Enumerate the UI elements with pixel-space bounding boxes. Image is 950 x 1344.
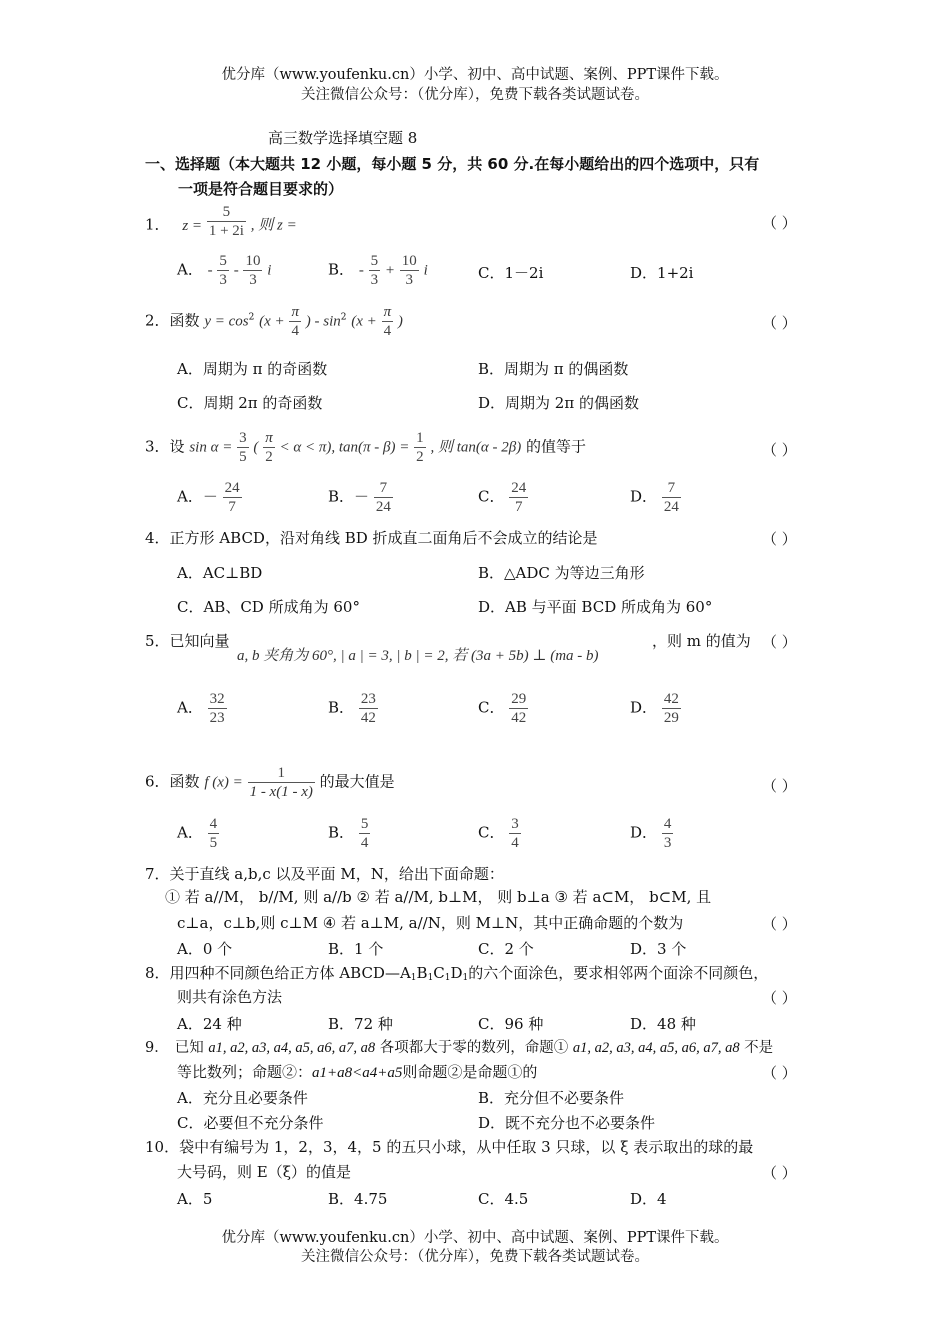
q3-opt-b-n: 7 bbox=[374, 479, 393, 498]
q4-option-c[interactable]: C．AB、CD 所成角为 60° bbox=[177, 598, 360, 616]
q9-condition: a1+a8<a4+a5 bbox=[312, 1065, 403, 1081]
q5-opt-d-n: 42 bbox=[663, 691, 679, 707]
q1-opt-a-n1: 5 bbox=[219, 253, 227, 269]
q5-number: 5． bbox=[145, 632, 170, 650]
q5-opt-c-n: 29 bbox=[511, 691, 527, 707]
q5-opt-b-d: 42 bbox=[360, 710, 376, 726]
q1-opt-b-d2: 3 bbox=[405, 272, 414, 288]
q3-frac2 bbox=[263, 429, 275, 466]
q3-text1: 设 bbox=[169, 437, 185, 456]
q1-opt-b-n1: 5 bbox=[370, 253, 379, 269]
q3-opt-d-label: D． bbox=[630, 487, 658, 506]
section-heading-line-1: 一、选择题（本大题共 12 小题，每小题 5 分，共 60 分.在每小题给出的四个选项中，只有 bbox=[145, 155, 760, 173]
q6-number: 6． bbox=[145, 772, 170, 791]
q6-option-b[interactable] bbox=[328, 815, 370, 852]
q5-opt-b-n: 23 bbox=[360, 691, 376, 707]
q6-frac-num: 1 bbox=[248, 764, 315, 783]
q7-answer-paren[interactable]: （ ） bbox=[762, 915, 797, 933]
q9-answer-paren[interactable]: （ ） bbox=[762, 1064, 797, 1082]
q6-opt-c-d: 4 bbox=[511, 835, 519, 851]
q3-option-a[interactable] bbox=[177, 479, 242, 516]
q2-number: 2． bbox=[145, 311, 170, 330]
q6-option-a[interactable] bbox=[177, 815, 219, 852]
q5-option-b[interactable] bbox=[328, 690, 378, 727]
q3-frac1 bbox=[237, 429, 249, 466]
page-title: 高三数学选择填空题 8 bbox=[268, 129, 418, 147]
q8-text-b: 的六个面涂色，要求相邻两个面涂不同颜色， bbox=[468, 964, 769, 982]
question-5 bbox=[145, 631, 230, 651]
q2-expr-c: ) - sin bbox=[305, 313, 341, 330]
q4-option-d[interactable]: D．AB 与平面 BCD 所成角为 60° bbox=[478, 598, 713, 616]
q1-frac-num: 5 bbox=[207, 203, 246, 222]
q3-opt-a-n: 24 bbox=[224, 480, 240, 496]
footer-line-1: 优分库（www.youfenku.cn）小学、初中、高中试题、案例、PPT课件下载。 bbox=[221, 1230, 729, 1246]
q1-opt-a-i: i bbox=[267, 262, 272, 279]
q5-opt-c-frac bbox=[509, 690, 528, 727]
q1-opt-b-n2: 10 bbox=[401, 253, 417, 269]
q2-pi-2: π bbox=[383, 304, 392, 320]
q2-answer-paren[interactable]: （ ） bbox=[762, 314, 797, 332]
question-3 bbox=[145, 429, 586, 466]
q9-option-c[interactable]: C．必要但不充分条件 bbox=[177, 1114, 324, 1132]
q3-option-c[interactable] bbox=[478, 479, 528, 516]
q3-opt-d-n: 7 bbox=[662, 479, 681, 498]
q3-frac3 bbox=[414, 429, 426, 466]
q1-option-a[interactable] bbox=[177, 252, 271, 289]
q6-opt-c-n: 3 bbox=[511, 816, 519, 832]
q6-opt-a-frac bbox=[208, 815, 220, 852]
q3-opt-c-n: 24 bbox=[511, 480, 527, 496]
q3-opt-a-d: 7 bbox=[228, 499, 236, 515]
q6-option-c[interactable] bbox=[478, 815, 521, 852]
q6-opt-d-d: 3 bbox=[663, 835, 672, 851]
q7-option-a[interactable]: A．0 个 bbox=[177, 940, 233, 958]
q3-opt-c-label: C． bbox=[478, 487, 505, 506]
q3-f3n: 1 bbox=[416, 430, 424, 446]
q1-opt-a-frac1 bbox=[217, 252, 229, 289]
q6-opt-a-n: 4 bbox=[209, 816, 218, 832]
q2-square-2: 2 bbox=[340, 312, 347, 323]
q8-option-b[interactable]: B．72 种 bbox=[328, 1015, 393, 1033]
q6-opt-d-label: D． bbox=[630, 823, 658, 842]
q9-text-e: 则命题②是命题①的 bbox=[402, 1063, 538, 1081]
q3-expr4: , 则 tan(α - 2β) bbox=[430, 439, 522, 456]
q1-tail: , 则 z = bbox=[250, 217, 297, 234]
q6-opt-a-d: 5 bbox=[209, 835, 218, 851]
q5-opt-c-d: 42 bbox=[511, 710, 527, 726]
q5-opt-b-label: B． bbox=[328, 698, 355, 717]
q9-sequence-1: a1, a2, a3, a4, a5, a6, a7, a8 bbox=[208, 1040, 376, 1056]
q7-line-1: 7．关于直线 a,b,c 以及平面 M，N，给出下面命题： bbox=[145, 865, 504, 883]
q9-option-b[interactable]: B．充分但不必要条件 bbox=[478, 1089, 625, 1107]
q5-option-c[interactable] bbox=[478, 690, 528, 727]
q2-expr-e: ) bbox=[397, 313, 403, 330]
q1-opt-b-i: i bbox=[423, 262, 428, 279]
q3-f1d: 5 bbox=[239, 449, 247, 465]
q9-sequence-2: a1, a2, a3, a4, a5, a6, a7, a8 bbox=[572, 1040, 740, 1056]
q8-sub-2: 1 bbox=[427, 973, 434, 983]
q3-opt-d-d: 24 bbox=[663, 499, 679, 515]
q5-answer-paren[interactable]: （ ） bbox=[762, 633, 797, 651]
q5-opt-a-label: A． bbox=[177, 698, 203, 717]
q2-pi-1: π bbox=[291, 304, 299, 320]
q10-option-b[interactable]: B．4.75 bbox=[328, 1190, 388, 1208]
q2-option-a[interactable]: A．周期为 π 的奇函数 bbox=[177, 360, 328, 378]
q3-expr2: ( bbox=[253, 439, 259, 456]
q7-option-d[interactable]: D．3 个 bbox=[630, 940, 687, 958]
q3-opt-c-d: 7 bbox=[515, 499, 523, 515]
q1-opt-b-d1: 3 bbox=[370, 272, 379, 288]
q6-answer-paren[interactable]: （ ） bbox=[762, 777, 797, 795]
question-2 bbox=[145, 303, 403, 340]
q9-line-2 bbox=[177, 1062, 537, 1083]
q6-opt-b-label: B． bbox=[328, 823, 355, 842]
q8-answer-paren[interactable]: （ ） bbox=[762, 989, 797, 1007]
q1-opt-a-frac2 bbox=[243, 252, 262, 289]
q7-option-b[interactable]: B．1 个 bbox=[328, 940, 384, 958]
q2-expr-a: y = cos bbox=[204, 313, 249, 330]
q6-opt-c-label: C． bbox=[478, 823, 505, 842]
q9-number: 9． bbox=[145, 1040, 169, 1056]
q3-opt-c-frac bbox=[509, 479, 528, 516]
q2-frac-1 bbox=[289, 303, 301, 340]
header-line-2: 关注微信公众号：（优分库），免费下载各类试题试卷。 bbox=[301, 87, 649, 103]
q1-frac-den: 1 + 2i bbox=[208, 223, 244, 239]
q5-opt-a-n: 32 bbox=[209, 691, 225, 707]
q5-opt-d-d: 29 bbox=[663, 710, 679, 726]
q6-opt-b-n: 5 bbox=[360, 816, 369, 832]
q8-line-2: 则共有涂色方法 bbox=[177, 988, 283, 1006]
q7-line-2: ① 若 a//M， b//M, 则 a//b ② 若 a//M, b⊥M， 则 b⊥a ③ 若 a⊂M， b⊂M, 且 bbox=[165, 888, 712, 906]
q2-frac-2 bbox=[382, 303, 394, 340]
q5-opt-a-frac bbox=[208, 690, 227, 727]
q3-text2: 的值等于 bbox=[525, 437, 586, 456]
q2-four-2: 4 bbox=[383, 323, 392, 339]
q7-option-c[interactable]: C．2 个 bbox=[478, 940, 534, 958]
question-4 bbox=[145, 528, 598, 548]
q3-expr3: < α < π), tan(π - β) = bbox=[279, 439, 410, 456]
q6-opt-d-frac bbox=[662, 815, 674, 852]
q8-option-c[interactable]: C．96 种 bbox=[478, 1015, 544, 1033]
q3-expr1: sin α = bbox=[189, 439, 233, 456]
q1-option-c[interactable]: C．1－2i bbox=[478, 264, 544, 282]
q1-option-b[interactable] bbox=[328, 252, 428, 289]
q5-opt-a-d: 23 bbox=[209, 710, 225, 726]
q3-answer-paren[interactable]: （ ） bbox=[762, 441, 797, 459]
q9-line-1 bbox=[145, 1038, 773, 1058]
q1-lhs: z = bbox=[182, 217, 203, 234]
q2-option-b[interactable]: B．周期为 π 的偶函数 bbox=[478, 360, 629, 378]
q2-four-1: 4 bbox=[291, 323, 299, 339]
question-6 bbox=[145, 764, 395, 801]
q8-option-d[interactable]: D．48 种 bbox=[630, 1015, 696, 1033]
q3-f3d: 2 bbox=[416, 449, 424, 465]
q5-text2: ，则 m 的值为 bbox=[652, 632, 751, 650]
q2-text: 函数 bbox=[169, 311, 200, 330]
q2-expr-d: (x + bbox=[351, 313, 377, 330]
q1-opt-b-frac1 bbox=[369, 252, 381, 289]
q3-opt-d-frac bbox=[662, 479, 681, 516]
q3-opt-a-frac bbox=[223, 479, 242, 516]
q6-option-d[interactable] bbox=[630, 815, 673, 852]
section-heading-line-2: 一项是符合题目要求的） bbox=[178, 180, 344, 198]
q5-text1: 已知向量 bbox=[169, 632, 230, 650]
q1-opt-a-d2: 3 bbox=[249, 272, 257, 288]
q3-opt-b-d: 24 bbox=[375, 499, 391, 515]
q4-option-a[interactable]: A．AC⊥BD bbox=[177, 564, 263, 582]
q6-text1: 函数 bbox=[169, 772, 200, 791]
q5-opt-c-label: C． bbox=[478, 698, 505, 717]
q3-f2n: π bbox=[265, 430, 273, 446]
q7-line-3: c⊥a，c⊥b,则 c⊥M ④ 若 a⊥M, a//N，则 M⊥N，其中正确命题的个数为 bbox=[177, 914, 684, 932]
q1-opt-b-mid: + bbox=[384, 262, 395, 279]
q10-line-2: 大号码，则 E（ξ）的值是 bbox=[177, 1163, 351, 1181]
q6-lhs: f (x) = bbox=[204, 774, 243, 791]
q3-option-b[interactable] bbox=[328, 479, 393, 516]
header-line-1: 优分库（www.youfenku.cn）小学、初中、高中试题、案例、PPT课件下载。 bbox=[221, 67, 729, 83]
q6-opt-b-d: 4 bbox=[360, 835, 369, 851]
q2-square-1: 2 bbox=[248, 312, 255, 323]
q9-text-b: 各项都大于零的数列，命题① bbox=[375, 1040, 573, 1056]
q10-option-a[interactable]: A．5 bbox=[177, 1190, 213, 1208]
q1-fraction bbox=[207, 203, 246, 240]
q9-text-a: 已知 bbox=[174, 1040, 209, 1056]
q10-option-d[interactable]: D．4 bbox=[630, 1190, 667, 1208]
footer-line-2: 关注微信公众号：（优分库），免费下载各类试题试卷。 bbox=[301, 1249, 649, 1265]
q6-opt-a-label: A． bbox=[177, 823, 203, 842]
q9-text-c: 不是 bbox=[739, 1040, 774, 1056]
q1-opt-b-frac2 bbox=[400, 252, 419, 289]
q6-opt-c-frac bbox=[509, 815, 521, 852]
q8-line-1 bbox=[145, 963, 768, 988]
q4-answer-paren[interactable]: （ ） bbox=[762, 530, 797, 548]
q10-option-c[interactable]: C．4.5 bbox=[478, 1190, 529, 1208]
q8-sub-1: 1 bbox=[410, 973, 417, 983]
q8-sub-4: 1 bbox=[462, 973, 469, 983]
q6-opt-b-frac bbox=[359, 815, 371, 852]
q5-opt-b-frac bbox=[359, 690, 378, 727]
q8-c: C bbox=[433, 964, 445, 982]
question-1 bbox=[145, 204, 297, 240]
q3-number: 3． bbox=[145, 437, 170, 456]
q9-option-d[interactable]: D．既不充分也不必要条件 bbox=[478, 1114, 656, 1132]
q3-opt-a-label: A．－ bbox=[177, 487, 218, 506]
q6-text2: 的最大值是 bbox=[319, 772, 395, 791]
q9-text-d: 等比数列；命题②： bbox=[177, 1063, 313, 1081]
q3-f1n: 3 bbox=[239, 430, 247, 446]
q1-answer-paren[interactable]: （ ） bbox=[762, 214, 797, 232]
q3-f2d: 2 bbox=[265, 449, 273, 465]
q1-number: 1． bbox=[145, 215, 170, 234]
q1-opt-a-d1: 3 bbox=[219, 272, 227, 288]
q6-frac-den: 1 - x(1 - x) bbox=[249, 784, 313, 800]
q9-option-a[interactable]: A．充分且必要条件 bbox=[177, 1089, 308, 1107]
q6-frac bbox=[248, 764, 315, 801]
q8-b: B bbox=[416, 964, 428, 982]
q3-option-d[interactable] bbox=[630, 479, 681, 516]
q1-opt-b-sign: - bbox=[358, 262, 364, 279]
q1-opt-a-label: A． bbox=[177, 260, 203, 279]
q1-opt-a-mid: - bbox=[233, 262, 239, 279]
q2-option-c[interactable]: C．周期 2π 的奇函数 bbox=[177, 394, 323, 412]
q1-opt-b-label: B． bbox=[328, 260, 355, 279]
q5-option-a[interactable] bbox=[177, 690, 227, 727]
q4-option-b[interactable]: B．△ADC 为等边三角形 bbox=[478, 564, 645, 582]
q8-option-a[interactable]: A．24 种 bbox=[177, 1015, 242, 1033]
q8-d: D bbox=[450, 964, 463, 982]
q1-opt-a-n2: 10 bbox=[245, 253, 261, 269]
q5-opt-d-frac bbox=[662, 690, 681, 727]
q3-opt-b-label: B．－ bbox=[328, 487, 370, 506]
q8-text-a: 8．用四种不同颜色给正方体 ABCD—A bbox=[145, 964, 411, 982]
q5-opt-d-label: D． bbox=[630, 698, 658, 717]
q2-expr-b: (x + bbox=[259, 313, 285, 330]
q2-option-d[interactable]: D．周期为 2π 的偶函数 bbox=[478, 394, 639, 412]
q4-number: 4． bbox=[145, 529, 170, 547]
q1-option-d[interactable]: D．1+2i bbox=[630, 264, 694, 282]
q10-answer-paren[interactable]: （ ） bbox=[762, 1164, 797, 1182]
q8-sub-3: 1 bbox=[444, 973, 451, 983]
q4-text: 正方形 ABCD，沿对角线 BD 折成直二面角后不会成立的结论是 bbox=[169, 529, 598, 547]
q1-opt-a-sign: - bbox=[207, 262, 213, 279]
q5-option-d[interactable] bbox=[630, 690, 681, 727]
q3-opt-b-frac bbox=[374, 479, 393, 516]
q6-opt-d-n: 4 bbox=[663, 816, 672, 832]
q10-line-1: 10．袋中有编号为 1，2，3，4，5 的五只小球，从中任取 3 只球，以 ξ 表示取出的球的最 bbox=[145, 1138, 754, 1156]
q5-expression: a, b 夹角为 60°, | a | = 3, | b | = 2, 若 (3a + 5b) ⊥ (ma - b) bbox=[237, 648, 599, 664]
